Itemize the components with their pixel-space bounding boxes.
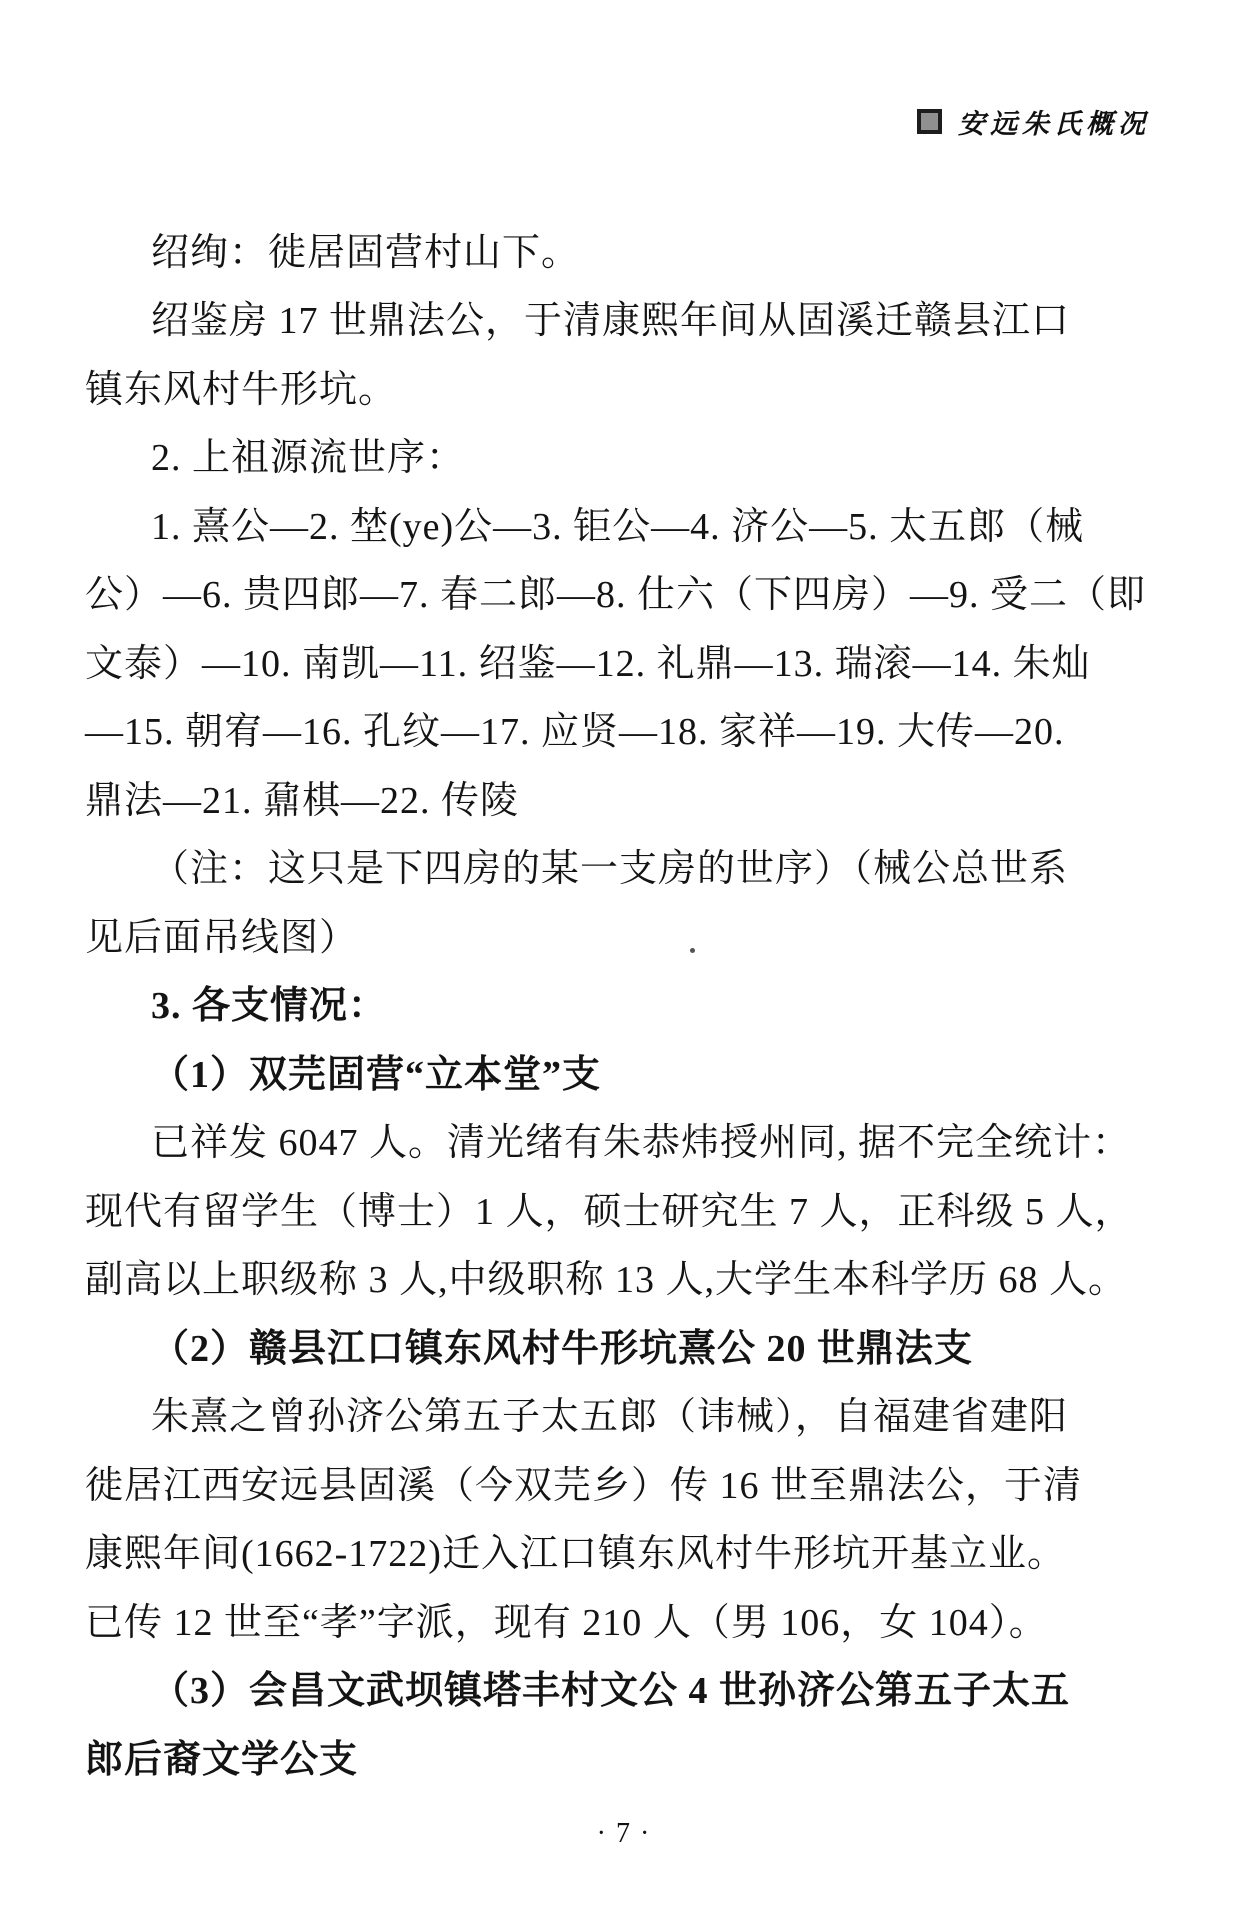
text-line: 已祥发 6047 人。清光绪有朱恭炜授州同, 据不完全统计： (151, 1122, 1132, 1165)
page-number: ·7· (596, 1818, 660, 1849)
text-line: 徙居江西安远县固溪（今双芫乡）传 16 世至鼎法公，于清 (85, 1464, 1083, 1507)
text-line: 鼎法—21. 鼐棋—22. 传陵 (85, 779, 520, 822)
page-header (917, 102, 1150, 141)
text-line: （2）赣县江口镇东风村牛形坑熹公 20 世鼎法支 (151, 1327, 974, 1370)
text-line: 绍绚：徙居固营村山下。 (151, 231, 581, 274)
text-line: 康熙年间(1662-1722)迁入江口镇东风村牛形坑开基立业。 (85, 1533, 1066, 1576)
text-line: （1）双芫固营“立本堂”支 (151, 1053, 602, 1096)
text-line: 文泰）—10. 南凯—11. 绍鉴—12. 礼鼎—13. 瑞滚—14. 朱灿 (85, 642, 1091, 685)
text-line: 已传 12 世至“孝”字派，现有 210 人（男 106，女 104）。 (85, 1601, 1048, 1644)
text-line: 见后面吊线图） (85, 916, 359, 959)
square-ornament-icon (917, 109, 942, 134)
text-line: 1. 熹公—2. 埜(ye)公—3. 钜公—4. 济公—5. 太五郎（械 (151, 505, 1085, 548)
document-body (85, 214, 1175, 1790)
text-line: （注：这只是下四房的某一支房的世序）（械公总世系 (151, 848, 1069, 891)
text-line: 3. 各支情况： (151, 985, 388, 1028)
text-line: 绍鉴房 17 世鼎法公，于清康熙年间从固溪迁赣县江口 (151, 300, 1071, 343)
text-line: （3）会昌文武坝镇塔丰村文公 4 世孙济公第五子太五 (151, 1670, 1071, 1713)
text-line: 现代有留学生（博士）1 人，硕士研究生 7 人，正科级 5 人， (85, 1190, 1134, 1233)
scan-artifact-dot (690, 948, 695, 953)
text-line: —15. 朝宥—16. 孔纹—17. 应贤—18. 家祥—19. 大传—20. (85, 711, 1065, 754)
text-line: 2. 上祖源流世序： (151, 437, 466, 480)
text-line: 郎后裔文学公支 (85, 1738, 359, 1781)
text-line: 公）—6. 贵四郎—7. 春二郎—8. 仕六（下四房）—9. 受二（即 (85, 574, 1147, 617)
header-title: 安远朱氏概况 (958, 109, 1150, 139)
text-line: 朱熹之曾孙济公第五子太五郎（讳械），自福建省建阳 (151, 1396, 1069, 1439)
text-line: 副高以上职级称 3 人,中级职称 13 人,大学生本科学历 68 人。 (85, 1259, 1128, 1302)
text-line: 镇东风村牛形坑。 (85, 368, 398, 411)
